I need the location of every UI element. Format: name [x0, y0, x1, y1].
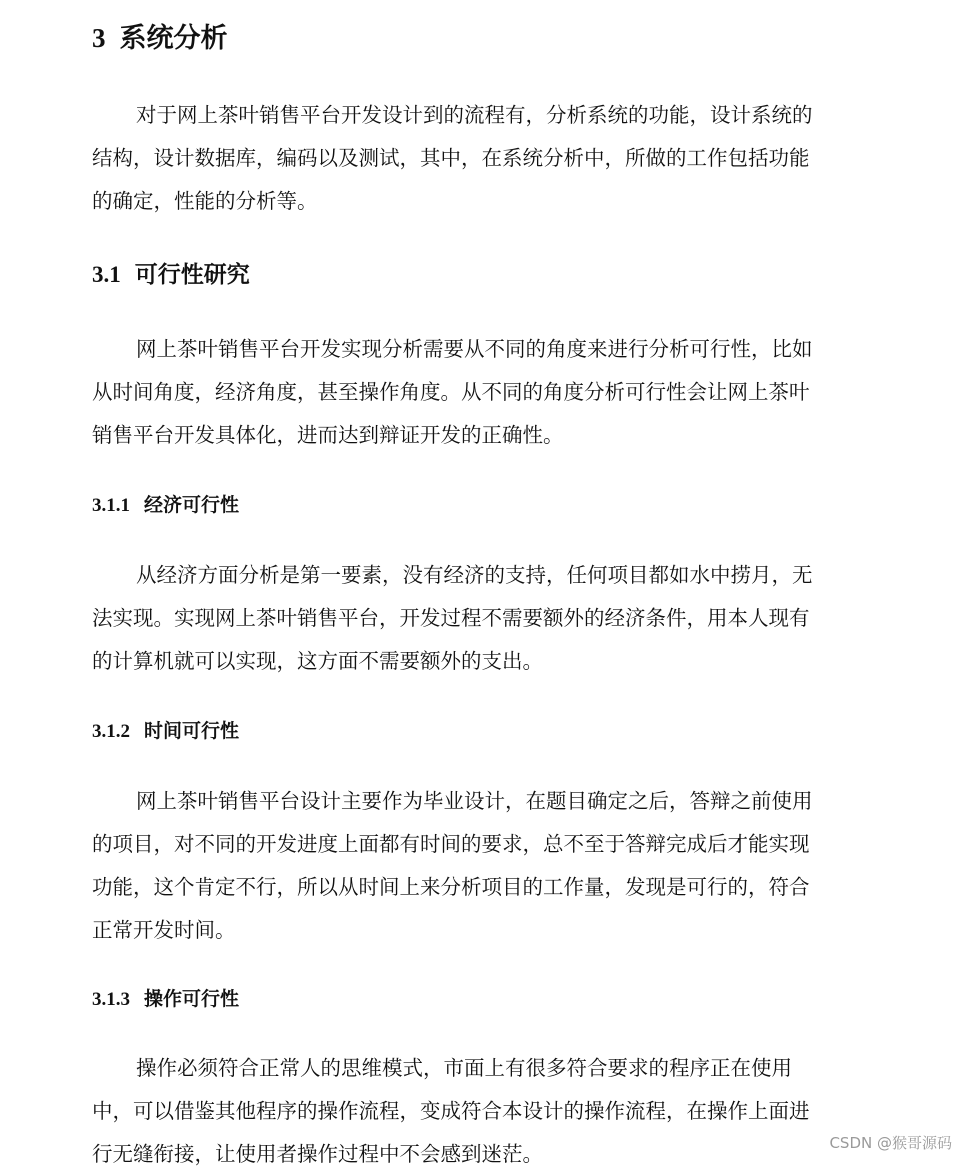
subsection-number: 3.1.1	[92, 495, 130, 516]
paragraph-system-analysis	[92, 94, 854, 223]
subsection-number: 3.1.3	[92, 989, 130, 1010]
paragraph-line: 操作必须符合正常人的思维模式，市面上有很多符合要求的程序正在使用	[136, 1056, 792, 1080]
subsection-title: 时间可行性	[144, 720, 240, 742]
subsection-title: 经济可行性	[144, 494, 240, 516]
paragraph-line: 正常开发时间。	[92, 918, 236, 942]
paragraph-time	[92, 780, 854, 952]
paragraph-line: 网上茶叶销售平台设计主要作为毕业设计，在题目确定之后，答辩之前使用	[136, 789, 813, 813]
paragraph-feasibility	[92, 328, 854, 457]
chapter-heading	[92, 18, 228, 59]
paragraph-operation	[92, 1047, 854, 1176]
paragraph-economic	[92, 554, 854, 683]
chapter-title: 系统分析	[119, 23, 228, 54]
chapter-number: 3	[92, 23, 106, 53]
paragraph-line: 行无缝衔接，让使用者操作过程中不会感到迷茫。	[92, 1142, 543, 1166]
paragraph-line: 从经济方面分析是第一要素，没有经济的支持，任何项目都如水中捞月，无	[136, 563, 813, 587]
section-number: 3.1	[92, 262, 121, 287]
subsection-number: 3.1.2	[92, 721, 130, 742]
subsection-heading-operation	[92, 984, 239, 1015]
subsection-heading-economic	[92, 490, 239, 521]
paragraph-line: 对于网上茶叶销售平台开发设计到的流程有，分析系统的功能，设计系统的	[136, 103, 813, 127]
section-heading-feasibility	[92, 258, 250, 292]
csdn-watermark: CSDN @猴哥源码	[829, 1134, 952, 1152]
paragraph-line: 网上茶叶销售平台开发实现分析需要从不同的角度来进行分析可行性，比如	[136, 337, 813, 361]
subsection-title: 操作可行性	[144, 988, 240, 1010]
paragraph-line: 结构，设计数据库，编码以及测试，其中，在系统分析中，所做的工作包括功能	[92, 146, 810, 170]
paragraph-line: 的计算机就可以实现，这方面不需要额外的支出。	[92, 649, 543, 673]
subsection-heading-time	[92, 716, 239, 747]
paragraph-line: 功能，这个肯定不行，所以从时间上来分析项目的工作量，发现是可行的，符合	[92, 875, 810, 899]
paragraph-line: 法实现。实现网上茶叶销售平台，开发过程不需要额外的经济条件，用本人现有	[92, 606, 810, 630]
paragraph-line: 销售平台开发具体化，进而达到辩证开发的正确性。	[92, 423, 564, 447]
paragraph-line: 的项目，对不同的开发进度上面都有时间的要求，总不至于答辩完成后才能实现	[92, 832, 810, 856]
paragraph-line: 中，可以借鉴其他程序的操作流程，变成符合本设计的操作流程，在操作上面进	[92, 1099, 810, 1123]
paragraph-line: 从时间角度，经济角度，甚至操作角度。从不同的角度分析可行性会让网上茶叶	[92, 380, 810, 404]
paragraph-line: 的确定，性能的分析等。	[92, 189, 318, 213]
section-title: 可行性研究	[134, 261, 250, 288]
